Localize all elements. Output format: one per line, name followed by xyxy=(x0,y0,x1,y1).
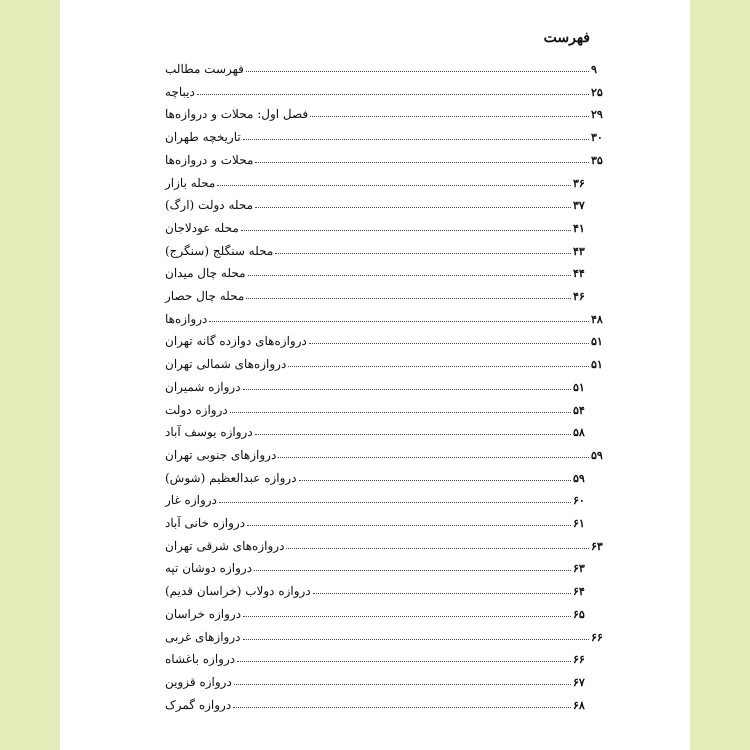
toc-list xyxy=(60,0,690,750)
dot-leader xyxy=(255,162,589,163)
toc-entry-label: دروازه‌های شرقی تهران xyxy=(165,538,285,553)
toc-entry xyxy=(163,101,605,121)
toc-entry-page-number: ۵۹ xyxy=(591,448,603,462)
toc-entry-page-number: ۵۱ xyxy=(573,380,585,394)
toc-entry-label: دروازه باغشاه xyxy=(165,652,236,667)
toc-entry-label: دروازهای غربی xyxy=(165,629,241,644)
toc-entry-label: محله عودلاجان xyxy=(165,220,239,235)
dot-leader xyxy=(286,548,589,549)
dot-leader xyxy=(237,661,571,662)
toc-entry-label: دروازه دولت xyxy=(165,402,228,417)
toc-entry-label: محله دولت (ارگ) xyxy=(165,198,254,213)
toc-entry-page-number: ۳۰ xyxy=(591,131,603,145)
toc-entry-page-number: ۴۱ xyxy=(573,221,585,235)
toc-entry-label: دیباچه xyxy=(165,84,195,99)
toc-entry xyxy=(163,147,605,167)
toc-entry-page-number: ۵۱ xyxy=(591,358,603,372)
toc-title: فهرست xyxy=(543,30,590,46)
toc-entry-label: محلات و دروازه‌ها xyxy=(165,152,254,167)
toc-entry xyxy=(163,306,605,326)
toc-entry xyxy=(163,555,587,575)
toc-entry xyxy=(163,283,587,303)
dot-leader xyxy=(313,593,571,594)
dot-leader xyxy=(247,525,571,526)
toc-entry-page-number: ۵۴ xyxy=(573,403,585,417)
toc-entry-label: فصل اول: محلات و دروازه‌ها xyxy=(165,107,309,122)
dot-leader xyxy=(243,639,590,640)
toc-entry-label: دروازه خراسان xyxy=(165,606,242,621)
toc-entry xyxy=(163,79,605,99)
toc-entry xyxy=(163,419,587,439)
toc-entry xyxy=(163,192,587,212)
dot-leader xyxy=(246,71,589,72)
dot-leader xyxy=(288,366,589,367)
toc-entry-page-number: ۴۴ xyxy=(573,267,585,281)
toc-entry-label: دروازه عبدالعظیم (شوش) xyxy=(165,470,297,485)
toc-entry xyxy=(163,397,587,417)
dot-leader xyxy=(243,616,571,617)
toc-entry-page-number: ۵۹ xyxy=(573,471,585,485)
toc-entry-page-number: ۶۳ xyxy=(591,539,603,553)
toc-entry xyxy=(163,646,587,666)
toc-entry-page-number: ۳۷ xyxy=(573,199,585,213)
toc-entry-page-number: ۶۵ xyxy=(573,607,585,621)
dot-leader xyxy=(310,116,589,117)
dot-leader xyxy=(197,94,589,95)
dot-leader xyxy=(248,275,572,276)
dot-leader xyxy=(241,230,571,231)
book-page xyxy=(60,0,690,750)
toc-entry-label: محله سنگلج (سنگرج) xyxy=(165,243,274,258)
toc-entry-label: محله بازار xyxy=(165,175,216,190)
toc-entry xyxy=(163,669,587,689)
toc-entry-page-number: ۹ xyxy=(591,63,597,76)
toc-entry-label: دروازه دولاب (خراسان قدیم) xyxy=(165,584,311,599)
toc-entry xyxy=(163,692,587,712)
dot-leader xyxy=(219,502,571,503)
dot-leader xyxy=(299,480,571,481)
toc-entry-label: محله چال حصار xyxy=(165,289,245,303)
toc-entry xyxy=(163,578,587,598)
dot-leader xyxy=(246,298,571,299)
toc-entry xyxy=(163,170,587,190)
toc-entry-page-number: ۴۸ xyxy=(591,312,603,326)
toc-entry-label: دروازهای جنوبی تهران xyxy=(165,447,277,462)
toc-entry-page-number: ۳۶ xyxy=(573,176,585,190)
toc-entry xyxy=(163,238,587,258)
dot-leader xyxy=(243,139,589,140)
toc-entry xyxy=(163,465,587,485)
dot-leader xyxy=(255,207,571,208)
dot-leader xyxy=(309,343,589,344)
toc-entry xyxy=(163,124,605,144)
toc-entry-page-number: ۳۵ xyxy=(591,153,603,167)
toc-entry-label: فهرست مطالب xyxy=(165,62,244,76)
dot-leader xyxy=(234,684,571,685)
toc-entry-label: تاریخچه طهران xyxy=(165,130,241,145)
toc-entry xyxy=(163,487,587,507)
toc-entry-page-number: ۶۶ xyxy=(591,630,603,644)
toc-entry-label: دروازه خانی آباد xyxy=(165,516,246,530)
toc-entry-page-number: ۵۸ xyxy=(573,426,585,440)
toc-entry xyxy=(163,215,587,235)
toc-entry xyxy=(163,533,605,553)
toc-entry-label: دروازه قزوین xyxy=(165,674,232,689)
toc-entry-page-number: ۴۶ xyxy=(573,290,585,303)
toc-entry-label: دروازه شمیران xyxy=(165,379,241,394)
toc-entry-page-number: ۶۷ xyxy=(573,675,585,689)
dot-leader xyxy=(255,434,571,435)
toc-entry xyxy=(163,510,587,530)
dot-leader xyxy=(278,457,589,458)
dot-leader xyxy=(230,412,571,413)
dot-leader xyxy=(209,321,589,322)
dot-leader xyxy=(254,570,571,571)
toc-entry xyxy=(163,442,605,462)
toc-entry xyxy=(163,624,605,644)
dot-leader xyxy=(233,707,571,708)
toc-entry-label: دروازه یوسف آباد xyxy=(165,425,253,440)
toc-entry-page-number: ۵۱ xyxy=(591,335,603,349)
toc-entry xyxy=(163,351,605,371)
toc-entry-label: دروازه غار xyxy=(165,493,217,508)
toc-entry xyxy=(163,260,587,280)
toc-entry-page-number: ۶۳ xyxy=(573,562,585,576)
dot-leader xyxy=(275,253,571,254)
toc-entry xyxy=(163,374,587,394)
toc-entry xyxy=(163,328,605,348)
toc-entry xyxy=(163,56,605,76)
toc-entry-page-number: ۶۱ xyxy=(573,517,585,530)
toc-entry-label: دروازه‌های شمالی تهران xyxy=(165,357,287,372)
toc-entry-page-number: ۶۶ xyxy=(573,653,585,667)
toc-entry-page-number: ۲۹ xyxy=(591,108,603,122)
toc-entry xyxy=(163,601,587,621)
toc-entry-label: دروازه گمرک xyxy=(165,697,232,712)
toc-entry-label: محله چال میدان xyxy=(165,266,246,281)
dot-leader xyxy=(217,185,571,186)
toc-entry-page-number: ۶۴ xyxy=(573,585,585,599)
toc-entry-label: دروازه‌ها xyxy=(165,311,208,326)
toc-entry-page-number: ۶۰ xyxy=(573,494,585,508)
toc-entry-page-number: ۲۵ xyxy=(591,85,603,99)
toc-entry-label: دروازه دوشان تپه xyxy=(165,561,253,576)
toc-entry-page-number: ۴۳ xyxy=(573,244,585,258)
toc-entry-label: دروازه‌های دوازده گانه تهران xyxy=(165,334,307,349)
dot-leader xyxy=(243,389,571,390)
toc-entry-page-number: ۶۸ xyxy=(573,698,585,712)
